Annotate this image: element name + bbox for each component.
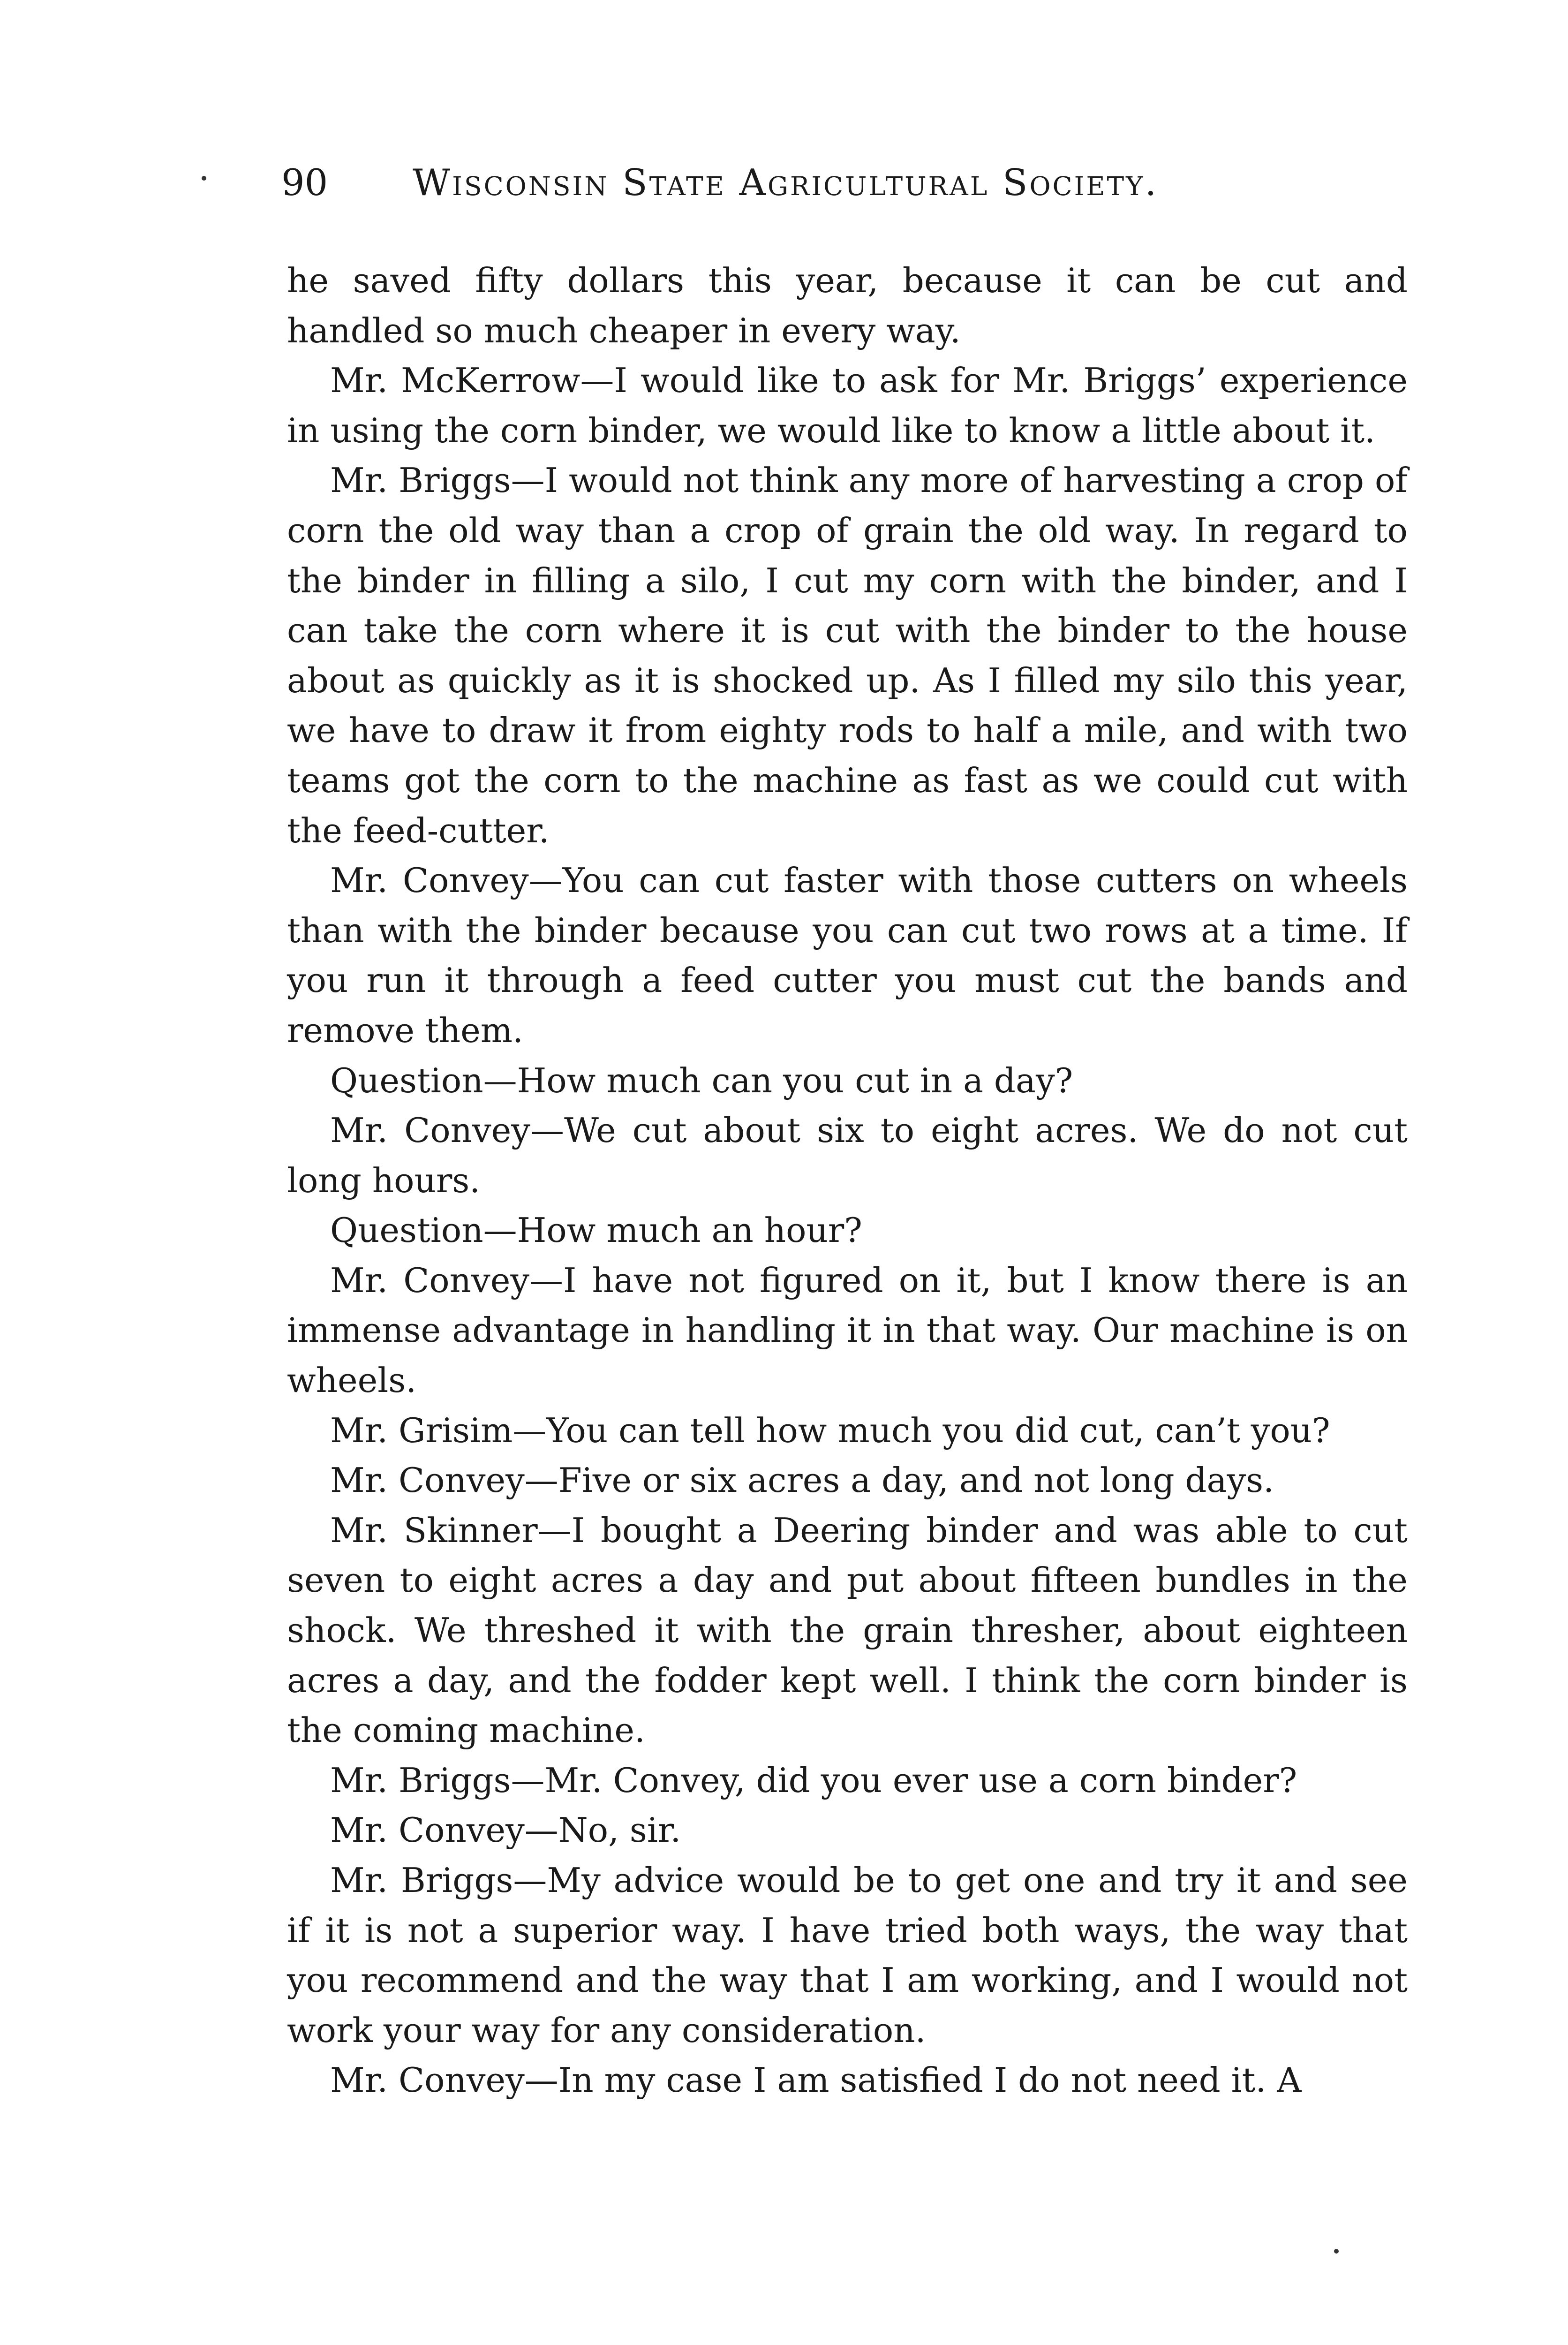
speaker-label: Mr. Convey	[330, 2060, 525, 2100]
paragraph-text: he saved fifty dollars this year, because it can be cut and handled so much cheaper in every way.	[287, 261, 1408, 350]
paragraph-text: How much can you cut in a day?	[517, 1060, 1073, 1100]
em-dash: —	[524, 2060, 558, 2100]
paragraph-text: I bought a Deering binder and was able to cut seven to eight acres a day and put about fifteen bundles in the shock. We threshed it with the grain thresher, about eighteen acres a day, and the fodder kept well. I think the corn binder is the coming machine.	[287, 1510, 1408, 1750]
speaker-label: Mr. Briggs	[330, 1760, 511, 1800]
speaker-label: Mr. Convey	[330, 1460, 525, 1500]
speaker-label: Mr. Convey	[330, 1810, 525, 1850]
em-dash: —	[511, 461, 545, 500]
paragraph-text: We cut about six to eight acres. We do not cut long hours.	[287, 1111, 1408, 1200]
em-dash: —	[528, 861, 563, 900]
paragraph	[287, 1256, 1408, 1406]
em-dash: —	[524, 1460, 558, 1500]
stray-mark	[202, 176, 206, 181]
paragraph	[287, 1805, 1408, 1855]
speaker-label: Question	[330, 1210, 483, 1250]
paragraph-text: Mr. Convey, did you ever use a corn binder?	[544, 1760, 1297, 1800]
paragraph	[287, 2055, 1408, 2105]
em-dash: —	[530, 1111, 564, 1150]
speaker-label: Question	[330, 1060, 483, 1100]
em-dash: —	[513, 1410, 547, 1450]
speaker-label: Mr. Skinner	[330, 1510, 538, 1550]
paragraph	[287, 1855, 1408, 2055]
paragraph-text: You can tell how much you did cut, can’t you?	[546, 1410, 1330, 1450]
paragraph-text: My advice would be to get one and try it and see if it is not a superior way. I have tried both ways, the way that you recommend and the way that I am working, and I would not work your way for any consideration.	[287, 1861, 1408, 2050]
paragraph-text: No, sir.	[558, 1810, 681, 1850]
paragraph-text: Five or six acres a day, and not long days.	[558, 1460, 1274, 1500]
em-dash: —	[529, 1260, 563, 1300]
em-dash: —	[537, 1510, 572, 1550]
speaker-label: Mr. Grisim	[330, 1410, 513, 1450]
paragraph-text: You can cut faster with those cutters on wheels than with the binder because you can cut two rows at a time. If you run it through a feed cutter you must cut the bands and remove them.	[287, 861, 1408, 1050]
paragraph	[287, 1505, 1408, 1755]
em-dash: —	[511, 1760, 545, 1800]
speaker-label: Mr. McKerrow	[330, 361, 580, 401]
paragraph	[287, 1205, 1408, 1256]
em-dash: —	[524, 1810, 558, 1850]
speaker-label: Mr. Briggs	[330, 1861, 513, 1900]
paragraph-text: How much an hour?	[517, 1210, 862, 1250]
paragraph-text: I have not figured on it, but I know there is an immense advantage in handling it in that way. Our machine is on wheels.	[287, 1260, 1408, 1400]
paragraph	[287, 1056, 1408, 1106]
paragraph	[287, 855, 1408, 1055]
em-dash: —	[513, 1861, 547, 1900]
paragraph	[287, 1455, 1408, 1505]
paragraph	[287, 1755, 1408, 1806]
speaker-label: Mr. Briggs	[330, 461, 511, 500]
paragraph-text: I would not think any more of harvesting a crop of corn the old way than a crop of grain the old way. In regard to the binder in filling a silo, I cut my corn with the binder, and I can take the corn where it is cut with the binder to the house about as quickly as it is shocked up. As I filled my silo this year, we have to draw it from eighty rods to half a mile, and with two teams got the corn to the machine as fast as we could cut with the feed-cutter.	[287, 461, 1408, 850]
paragraph	[287, 256, 1408, 356]
em-dash: —	[483, 1210, 517, 1250]
running-head: Wisconsin State Agricultural Society.	[413, 162, 1159, 204]
speaker-label: Mr. Convey	[330, 1260, 529, 1300]
paragraph	[287, 356, 1408, 455]
em-dash: —	[483, 1060, 517, 1100]
paragraph	[287, 455, 1408, 855]
body-text	[287, 256, 1408, 2105]
speaker-label: Mr. Convey	[330, 861, 529, 900]
paragraph-text: In my case I am satisfied I do not need it. A	[558, 2060, 1302, 2100]
paragraph-text: I would like to ask for Mr. Briggs’ experience in using the corn binder, we would like to know a little about it.	[287, 361, 1408, 450]
page-header	[281, 155, 1313, 211]
stray-mark	[1334, 2249, 1339, 2254]
paragraph	[287, 1406, 1408, 1456]
page-number: 90	[281, 162, 328, 204]
speaker-label: Mr. Convey	[330, 1111, 530, 1150]
em-dash: —	[580, 361, 614, 401]
paragraph	[287, 1105, 1408, 1205]
